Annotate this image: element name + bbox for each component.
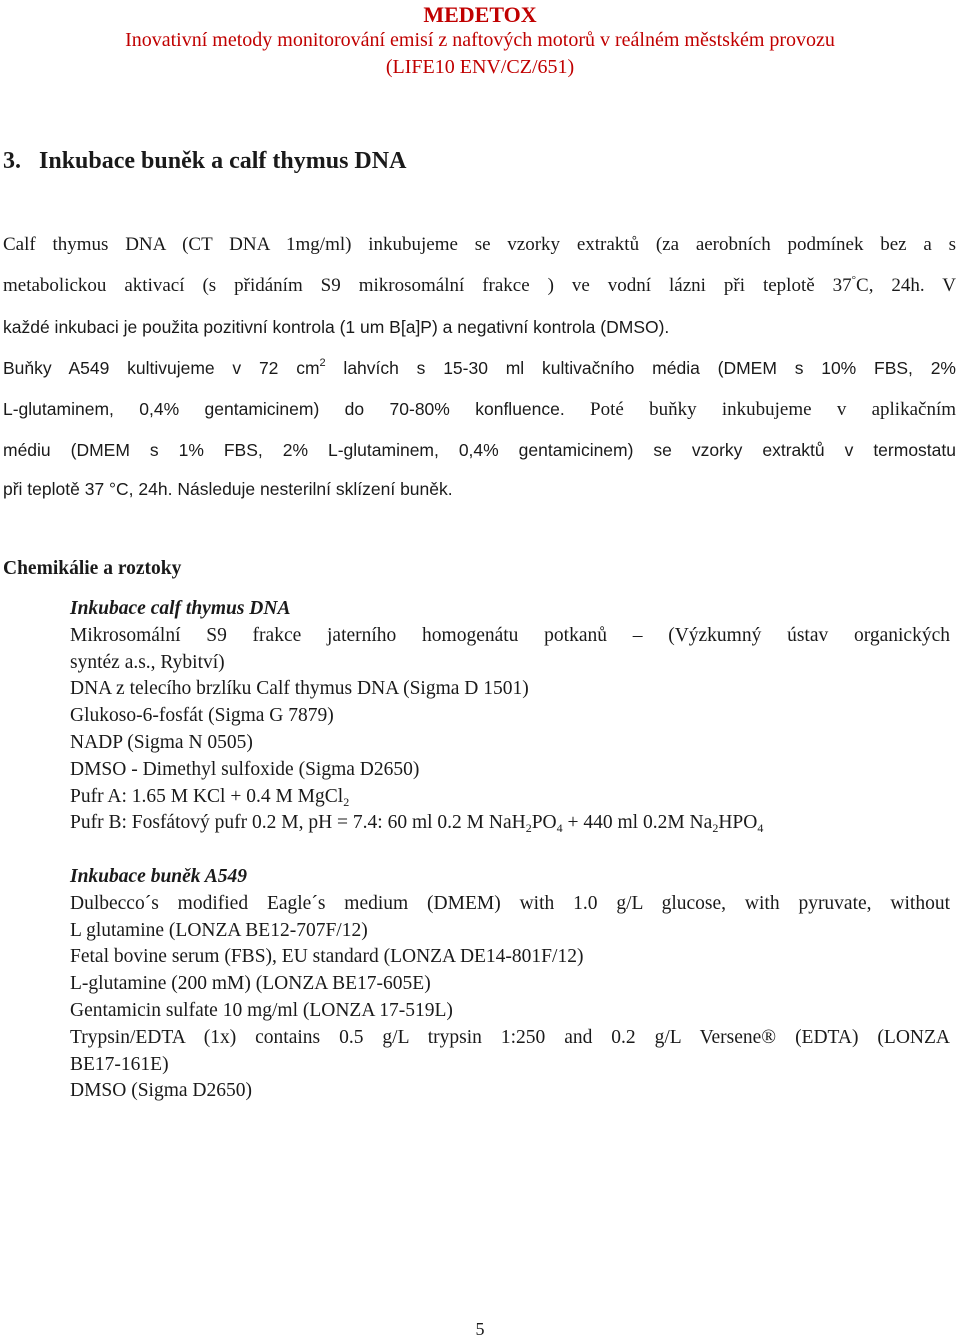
list-item: Gentamicin sulfate 10 mg/ml (LONZA 17-519L) [70, 999, 453, 1021]
paragraph-line-6: médiu (DMEM s 1% FBS, 2% L-glutaminem, 0,4% gentamicinem) se vzorky extraktů v termostatu [3, 440, 956, 460]
list-item: NADP (Sigma N 0505) [70, 731, 253, 753]
paragraph-line-3: každé inkubaci je použita pozitivní kontrola (1 um B[a]P) a negativní kontrola (DMSO). [3, 317, 670, 337]
list-item: Pufr B: Fosfátový pufr 0.2 M, pH = 7.4: 60 ml 0.2 M $NaH_2PO_4 + 440$ ml 0.2M $Na_2HPO_4$ [70, 812, 764, 836]
list-item: DMSO (Sigma D2650) [70, 1080, 253, 1102]
list-item: Trypsin/EDTA (1x) contains 0.5 g/L trypsin 1:250 and 0.2 g/L Versene® (EDTA) (LONZA [70, 1026, 950, 1048]
section-title: Inkubace buněk a calf thymus DNA [39, 148, 407, 174]
calf-thymus-list [70, 596, 950, 837]
section-number: 3. [3, 148, 21, 174]
list-item: Dulbecco´s modified Eagle´s medium (DMEM) with 1.0 g/L glucose, with pyruvate, without [70, 892, 950, 914]
project-title: MEDETOX [423, 2, 537, 27]
list-item: L glutamine (LONZA BE12-707F/12) [70, 919, 368, 941]
list-item: Mikrosomální S9 frakce jaterního homogenátu potkanů – (Výzkumný ústav organických [70, 624, 950, 646]
a549-list [70, 864, 950, 1105]
list-item: L-glutamine (200 mM) (LONZA BE17-605E) [70, 973, 431, 995]
paragraph-line-7: při teplotě 37 °C, 24h. Následuje nesterilní sklízení buněk. [3, 479, 453, 499]
chemicals-heading: Chemikálie a roztoky [3, 558, 182, 579]
list-item: Glukoso-6-fosfát (Sigma G 7879) [70, 705, 334, 727]
section-heading [3, 146, 406, 176]
paragraph-line-2: metabolickou aktivací (s přidáním S9 mikrosomální frakce ) ve vodní lázni při teplotě 37°C, 24h. V [3, 274, 956, 296]
project-code: (LIFE10 ENV/CZ/651) [385, 56, 575, 78]
list-item: syntéz a.s., Rybitví) [70, 651, 225, 673]
paragraph-line-1: Calf thymus DNA (CT DNA 1mg/ml) inkubujeme se vzorky extraktů (za aerobních podmínek bez a s [3, 234, 956, 255]
a549-heading: Inkubace buněk A549 [70, 866, 247, 887]
paragraph-line-4: Buňky A549 kultivujeme v 72 $cm^2$ lahvích s 15-30 ml kultivačního média (DMEM s 10% FBS, 2% [3, 357, 956, 378]
paragraph-line-5: L-glutaminem, 0,4% gentamicinem) do 70-80% konfluence. Poté buňky inkubujeme v aplikačním [3, 399, 956, 420]
list-item: BE17-161E) [70, 1053, 169, 1075]
list-item: Fetal bovine serum (FBS), EU standard (LONZA DE14-801F/12) [70, 946, 584, 968]
list-item: DMSO - Dimethyl sulfoxide (Sigma D2650) [70, 758, 420, 780]
project-subtitle: Inovativní metody monitorování emisí z naftových motorů v reálném městském provozu [125, 29, 835, 51]
calf-thymus-heading: Inkubace calf thymus DNA [70, 598, 291, 619]
list-item: Pufr A: 1.65 M KCl + 0.4 M MgCl$_2$ [70, 785, 350, 809]
page-number: 5 [475, 1319, 485, 1339]
list-item: DNA z telecího brzlíku Calf thymus DNA (Sigma D 1501) [70, 678, 529, 700]
